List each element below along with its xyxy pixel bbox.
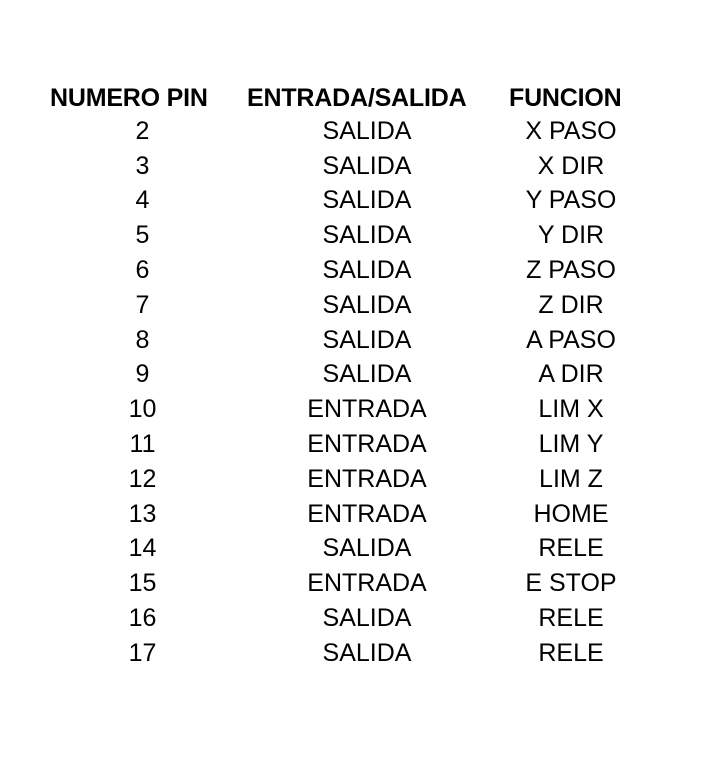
table-row [50,636,650,671]
function-cell: RELE [538,534,604,563]
function-cell: RELE [538,638,604,667]
io-type-cell: SALIDA [322,638,412,667]
table-row [50,392,650,427]
io-type-cell: ENTRADA [307,464,427,493]
pin-number-cell: 14 [128,534,157,563]
pin-number-cell: 2 [135,116,150,145]
pin-number-cell: 6 [135,256,150,285]
pin-number-cell: 13 [128,499,157,528]
table-row [50,497,650,532]
table-row [50,601,650,636]
function-cell: A PASO [526,325,616,354]
function-cell: Y DIR [537,221,605,250]
table-row [50,323,650,358]
table-row [50,566,650,601]
pin-number-cell: 11 [129,430,156,459]
io-type-cell: ENTRADA [307,569,427,598]
header-numero-pin: NUMERO PIN [50,83,208,112]
io-type-cell: SALIDA [322,360,412,389]
io-type-cell: SALIDA [322,221,412,250]
pin-number-cell: 7 [135,290,150,319]
function-cell: Z PASO [526,256,616,285]
table-body [50,114,650,671]
table-row [50,114,650,149]
io-type-cell: SALIDA [322,325,412,354]
io-type-cell: ENTRADA [307,395,427,424]
io-type-cell: SALIDA [322,151,412,180]
function-cell: E STOP [525,569,617,598]
function-cell: LIM Z [539,464,603,493]
io-type-cell: SALIDA [322,290,412,319]
function-cell: Y PASO [525,186,617,215]
table-row [50,184,650,219]
table-row [50,253,650,288]
io-type-cell: SALIDA [322,534,412,563]
function-cell: RELE [538,604,604,633]
table-row [50,462,650,497]
table-row [50,218,650,253]
io-type-cell: SALIDA [322,186,412,215]
pin-number-cell: 8 [135,325,150,354]
pin-number-cell: 12 [128,464,157,493]
pin-number-cell: 9 [135,360,150,389]
pin-table [50,80,650,671]
function-cell: LIM X [538,395,604,424]
table-row [50,288,650,323]
function-cell: A DIR [538,360,604,389]
pin-number-cell: 10 [128,395,157,424]
function-cell: X PASO [525,116,617,145]
pin-number-cell: 16 [128,604,157,633]
io-type-cell: SALIDA [322,604,412,633]
pin-number-cell: 4 [135,186,150,215]
pin-number-cell: 5 [135,221,150,250]
io-type-cell: SALIDA [322,256,412,285]
table-row [50,427,650,462]
pin-number-cell: 3 [135,151,150,180]
header-entrada-salida: ENTRADA/SALIDA [247,83,467,112]
table-row [50,532,650,567]
table-header [50,80,650,116]
io-type-cell: ENTRADA [307,430,427,459]
function-cell: LIM Y [538,430,604,459]
io-type-cell: SALIDA [322,116,412,145]
function-cell: Z DIR [538,290,604,319]
io-type-cell: ENTRADA [307,499,427,528]
pin-number-cell: 15 [128,569,157,598]
function-cell: HOME [533,499,609,528]
function-cell: X DIR [537,151,605,180]
pin-number-cell: 17 [128,638,157,667]
header-funcion: FUNCION [509,83,622,112]
table-row [50,149,650,184]
table-row [50,358,650,393]
